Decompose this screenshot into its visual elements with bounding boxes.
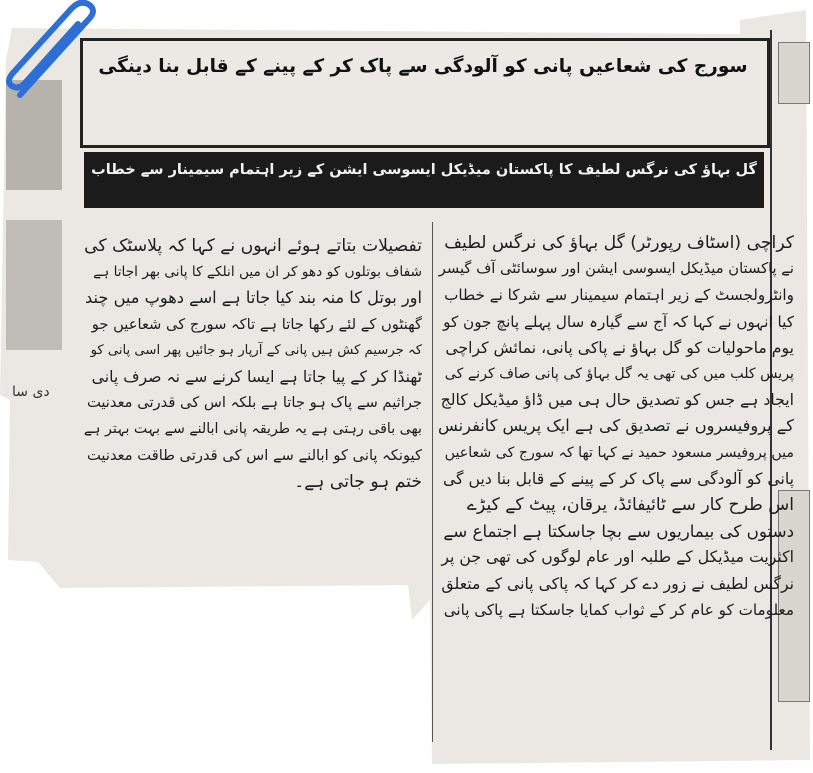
article-line: پانی کو آلودگی سے پاک کر کے پینے کے قابل بنا دیں گی <box>442 468 794 488</box>
article-line: کہ جرسیم کش ہیں پانی کے آرپار ہو جائیں پھر اسی پانی کو <box>90 342 422 358</box>
subheadline-bar <box>84 152 764 208</box>
photo-fragment <box>778 42 810 104</box>
article-line: ٹھنڈا کر کے پیا جاتا ہے ایسا کرنے سے نہ صرف پانی <box>91 367 422 387</box>
article-line: بھی باقی رہتی ہے یہ طریقہ پانی ابالنے سے بہت بہتر ہے <box>83 421 422 438</box>
article-line: نے پاکستان میڈیکل ایسوسی ایشن اور سوسائٹی آف گیسر <box>438 260 794 278</box>
photo-fragment <box>6 220 62 350</box>
article-line: کے پروفیسروں نے تصدیق کی ہے ایک پریس کانفرنس <box>438 416 794 436</box>
article-line: گھنٹوں کے لئے رکھا جاتا ہے تاکہ سورج کی شعاعیں جو <box>91 315 422 333</box>
article-line: معلومات کو عام کر کے ثواب کمایا جاسکتا ہے پاکی پانی <box>443 600 794 619</box>
subheadline: گل بہاؤ کی نرگس لطیف کا پاکستان میڈیکل ایسوسی ایشن کے زیر اہتمام سیمینار سے خطاب <box>91 162 757 178</box>
article-line: ختم ہو جاتی ہے۔ <box>294 471 422 492</box>
article-line: شفاف بوتلوں کو دھو کر ان میں انلکے کا پانی بھر اجاتا ہے <box>93 264 422 281</box>
article-line: نرگس لطیف نے زور دے کر کہا کہ پاکی پانی کے متعلق <box>441 573 794 593</box>
article-line: جراثیم سے پاک ہو جاتا ہے بلکہ اس کی قدرتی معدنیت <box>86 394 422 412</box>
article-line: میں پروفیسر مسعود حمید نے کہا تھا کہ سورج کی شعاعیں <box>444 444 794 461</box>
article-column-right <box>438 230 794 623</box>
article-line: وانٹرولجسٹ کے زیر اہتمام سیمینار سے شرکا نے خطاب <box>444 286 794 305</box>
article-line: کیونکہ پانی کو ابالنے سے اس کی قدرتی طاقت معدنیت <box>87 446 422 464</box>
headline: سورج کی شعاعیں پانی کو آلودگی سے پاک کر کے پینے کے قابل بنا دینگی <box>98 56 748 77</box>
article-column-left <box>82 233 422 495</box>
article-line: اور بوتل کا منہ بند کیا جاتا ہے اسے دھوپ میں چند <box>85 288 422 308</box>
article-line: تفصیلات بتاتے ہوئے انہوں نے کہا کہ پلاسٹک کی <box>84 236 422 256</box>
article-line: ایجاد ہے جس کو تصدیق حال ہی میں ڈاؤ میڈیکل کالج <box>440 390 794 410</box>
article-line: دستوں کی بیماریوں سے بچا جاسکتا ہے اجتماع سے <box>443 521 794 542</box>
article-line: یوم ماحولیات کو گل بہاؤ نے پاکی پانی، نمائش کراچی <box>445 337 794 357</box>
side-fragment-text: دی سا <box>12 384 50 400</box>
article-line: اس طرح کار سے ٹائیفائڈ، یرقان، پیٹ کے کیڑے <box>466 495 794 516</box>
headline-frame <box>80 38 770 148</box>
article-line: کیا انہوں نے کہا کہ آج سے گیارہ سال پہلے پانچ جون کو <box>443 312 794 331</box>
article-line: اکثریت میڈیکل کے طلبہ اور عام لوگوں کی تھی جن پر <box>441 547 794 567</box>
column-divider <box>432 222 433 742</box>
article-line: کراچی (اسٹاف رپورٹر) گل بہاؤ کی نرگس لطیف <box>444 233 794 253</box>
article-line: پریس کلب میں کی تھی یہ گل بہاؤ کی پانی صاف کرنے کی <box>444 366 794 383</box>
